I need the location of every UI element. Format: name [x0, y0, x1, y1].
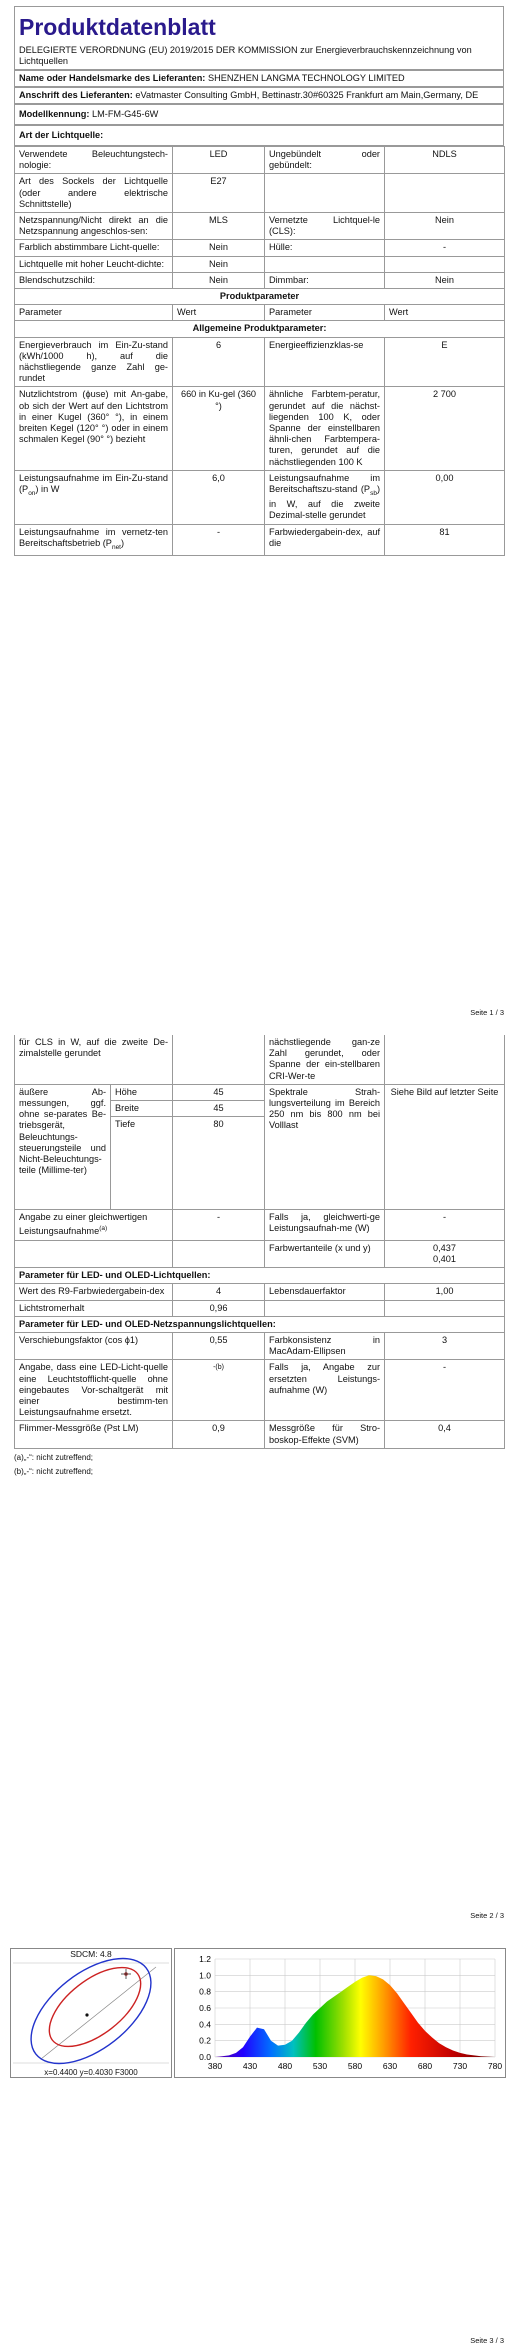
dim-value-depth: 80 — [173, 1117, 265, 1210]
param-label-2-text: ähnliche Farbtem-peratur, gerundet auf die nächst-liegenden 100 K, oder Spanne der einstellbaren ähnli-chen Farbtempera-turen, gerundet auf die nächstliegenden 100 K — [269, 389, 380, 467]
model-row — [14, 104, 504, 125]
spectrum-xtick-label: 630 — [382, 2061, 398, 2071]
r9-row — [15, 1284, 505, 1300]
light-source-value-2: - — [385, 240, 505, 256]
params-table-continued — [14, 1035, 505, 1449]
model-label: Modellkennung: — [19, 109, 90, 119]
sdcm-inner-ellipse — [36, 1952, 154, 2061]
spectrum-chart — [174, 1948, 506, 2078]
regulation-text: DELEGIERTE VERORDNUNG (EU) 2019/2015 DER KOMMISSION zur Energieverbrauchskennzeichnung von Lichtquellen — [14, 43, 504, 70]
replacement-row — [15, 1360, 505, 1421]
param-label-subscript: net — [111, 543, 121, 551]
light-source-value: Nein — [173, 272, 265, 288]
chromaticity-row — [15, 1240, 505, 1267]
light-source-row — [15, 256, 505, 272]
param-label-2-text: Farbwiedergabein-dex, auf die — [269, 526, 380, 548]
dim-name-width: Breite — [111, 1101, 173, 1117]
col-value-2: Wert — [385, 305, 505, 321]
cos-row — [15, 1332, 505, 1359]
param-label-text: Nutzlichtstrom (ϕuse) mit An-gabe, ob sich der Wert auf den Lichtstrom in einer Kugel (360° °), in einem breiten Kegel (120° °) oder in einem schmalen Kegel (90° °) bezieht — [19, 389, 168, 445]
light-source-value-2 — [385, 174, 505, 213]
footnotes — [14, 1451, 504, 1479]
light-source-label: Farblich abstimmbare Licht-quelle: — [15, 240, 173, 256]
col-param-2: Parameter — [265, 305, 385, 321]
life-factor-value: 1,00 — [385, 1284, 505, 1300]
light-source-row — [15, 147, 505, 174]
mains-section-header — [15, 1316, 505, 1332]
dim-value-width: 45 — [173, 1101, 265, 1117]
product-param-row — [15, 524, 505, 555]
equiv-label-2: Falls ja, gleichwerti-ge Leistungsaufnah-me (W) — [265, 1210, 385, 1240]
light-source-label-2 — [265, 174, 385, 213]
param-value-2-text: E — [441, 339, 448, 350]
footnote-b: (b)„-“: nicht zutreffend; — [14, 1466, 93, 1476]
param-value-2-text: 0,00 — [435, 472, 454, 483]
param-value-text: 660 in Ku-gel (360 °) — [180, 389, 257, 411]
product-param-row — [15, 387, 505, 470]
light-source-row — [15, 174, 505, 213]
chromaticity-label: Farbwertanteile (x und y) — [265, 1240, 385, 1267]
spectrum-ytick-label: 1.0 — [199, 1970, 211, 1981]
param-label — [15, 387, 173, 470]
cos-label: Verschiebungsfaktor (cos ϕ1) — [15, 1332, 173, 1359]
spectral-value: Siehe Bild auf letzter Seite — [385, 1084, 505, 1209]
light-source-value: E27 — [173, 174, 265, 213]
param-label-2-text: Leistungsaufnahme im Bereitschaftszu-stand (P — [269, 472, 380, 495]
param-label-suffix: ) in W — [35, 484, 60, 495]
light-source-table — [14, 146, 505, 556]
general-params-title: Allgemeine Produktparameter: — [15, 321, 505, 337]
spectral-label: Spektrale Strah-lungsverteilung im Bereich 250 nm bis 800 nm bei Volllast — [265, 1084, 385, 1209]
macadam-value: 3 — [385, 1332, 505, 1359]
dim-value-height: 45 — [173, 1084, 265, 1100]
r9-label: Wert des R9-Farbwiedergabein-dex — [15, 1284, 173, 1300]
page-title: Produktdatenblatt — [14, 6, 504, 43]
life-factor-label: Lebensdauerfaktor — [265, 1284, 385, 1300]
general-params-header — [15, 321, 505, 337]
param-value-2-text: 81 — [439, 526, 450, 537]
supplier-name: SHENZHEN LANGMA TECHNOLOGY LIMITED — [207, 73, 405, 83]
chromaticity-x: 0,437 — [433, 1242, 457, 1253]
sdcm-center-point — [85, 2013, 88, 2016]
equiv-power-row — [15, 1210, 505, 1240]
param-value-2 — [385, 387, 505, 470]
light-source-label-2: Hülle: — [265, 240, 385, 256]
stroboscopic-label: Messgröße für Stro-boskop-Effekte (SVM) — [265, 1421, 385, 1448]
equiv-value: - — [173, 1210, 265, 1240]
param-label — [15, 524, 173, 555]
spectrum-xtick-label: 780 — [487, 2061, 503, 2071]
param-label-subscript: on — [28, 489, 36, 497]
r9-value: 4 — [173, 1284, 265, 1300]
light-source-value: Nein — [173, 240, 265, 256]
dims-label: äußere Ab-messungen, ggf. ohne se-parates Be-triebsgerät, Beleuchtungs-steuerungsteile und Nicht-Beleuchtungs-teile (Millime-ter) — [15, 1084, 111, 1209]
param-label-2-suffix: ) in W, auf die zweite Dezimal-stelle gerundet — [269, 484, 380, 521]
param-label-2-subscript: sb — [370, 489, 377, 497]
param-value — [173, 524, 265, 555]
col-value: Wert — [173, 305, 265, 321]
led-section-title: Parameter für LED- und OLED-Lichtquellen: — [15, 1268, 505, 1284]
sdcm-plot — [10, 1948, 172, 2078]
param-value-text: 6,0 — [212, 472, 225, 483]
param-label-text: Energieverbrauch im Ein-Zu-stand (kWh/1000 h), auf die nächstliegende ganze Zahl ge-rundet — [19, 339, 168, 384]
light-source-label-2: Dimmbar: — [265, 272, 385, 288]
light-source-row — [15, 240, 505, 256]
flicker-label: Flimmer-Messgröße (Pst LM) — [15, 1421, 173, 1448]
light-source-label: Art des Sockels der Lichtquelle (oder andere elektrische Schnittstelle) — [15, 174, 173, 213]
param-label-2 — [265, 337, 385, 387]
spectrum-svg — [175, 1949, 505, 2077]
chromaticity-values — [385, 1240, 505, 1267]
led-section-header — [15, 1268, 505, 1284]
col-param: Parameter — [15, 305, 173, 321]
spectrum-xtick-label: 430 — [242, 2061, 258, 2071]
supplier-name-label: Name oder Handelsmarke des Lieferanten: — [19, 73, 206, 83]
dims-row-height — [15, 1084, 505, 1100]
light-source-value-2 — [385, 256, 505, 272]
supplier-address-label: Anschrift des Lieferanten: — [19, 90, 133, 100]
replacement-label: Angabe, dass eine LED-Licht-quelle eine Leuchtstofflicht-quelle ohne eingebautes Vor-schaltgerät mit einer bestimm-ten Leistungsaufnahme ersetzt. — [15, 1360, 173, 1421]
spectrum-xtick-label: 680 — [417, 2061, 433, 2071]
mains-section-title: Parameter für LED- und OLED-Netzspannungslichtquellen: — [15, 1316, 505, 1332]
param-value-2 — [385, 337, 505, 387]
light-source-value: MLS — [173, 213, 265, 240]
supplier-address: eVatmaster Consulting GmbH, Bettinastr.30#60325 Frankfurt am Main,Germany, DE — [135, 90, 479, 100]
spectrum-xtick-label: 530 — [312, 2061, 328, 2071]
dim-name-height: Höhe — [111, 1084, 173, 1100]
param-label-2 — [265, 470, 385, 524]
light-source-value-2: Nein — [385, 213, 505, 240]
flicker-value: 0,9 — [173, 1421, 265, 1448]
sdcm-label: SDCM: 4.8 — [70, 1949, 112, 1959]
datasheet-page-1 — [14, 6, 504, 556]
light-source-label-2: Vernetzte Lichtquel-le (CLS): — [265, 213, 385, 240]
spectrum-ytick-label: 0.6 — [199, 2003, 211, 2013]
column-header-row — [15, 305, 505, 321]
param-label-2-text: Energieeffizienzklas-se — [269, 339, 364, 350]
param-label-2 — [265, 524, 385, 555]
param-value — [173, 337, 265, 387]
light-source-row — [15, 213, 505, 240]
product-param-row — [15, 337, 505, 387]
cos-value: 0,55 — [173, 1332, 265, 1359]
light-source-value-2: NDLS — [385, 147, 505, 174]
param-value-2-text: 2 700 — [433, 389, 456, 400]
param-value — [173, 387, 265, 470]
product-param-row — [15, 470, 505, 524]
param-label — [15, 337, 173, 387]
light-type-label: Art der Lichtquelle: — [19, 130, 104, 140]
page-number: Seite 2 / 3 — [470, 1911, 504, 1920]
spectrum-ytick-label: 0.2 — [199, 2035, 211, 2046]
param-label-suffix: ) — [121, 537, 125, 548]
light-source-row — [15, 272, 505, 288]
supplier-address-row — [14, 87, 504, 104]
light-source-label: Lichtquelle mit hoher Leucht-dichte: — [15, 256, 173, 272]
equiv-label: Angabe zu einer gleichwertigen Leistungsaufnahme — [19, 1212, 148, 1237]
light-source-value: LED — [173, 147, 265, 174]
product-params-header — [15, 289, 505, 305]
spectrum-xtick-label: 580 — [347, 2061, 363, 2071]
spectrum-xtick-label: 380 — [207, 2061, 223, 2071]
light-source-label-2: Ungebündelt oder gebündelt: — [265, 147, 385, 174]
macadam-label: Farbkonsistenz in MacAdam-Ellipsen — [265, 1332, 385, 1359]
flicker-row — [15, 1421, 505, 1448]
param-value-2 — [385, 470, 505, 524]
light-source-value-2: Nein — [385, 272, 505, 288]
light-source-label: Verwendete Beleuchtungstech-nologie: — [15, 147, 173, 174]
spectrum-ytick-label: 0.4 — [199, 2019, 211, 2030]
chromaticity-y: 0,401 — [433, 1253, 457, 1264]
param-label-text: Leistungsaufnahme im vernetz-ten Bereitschaftsbetrieb (P — [19, 526, 168, 548]
replacement-value: -(b) — [173, 1360, 265, 1421]
spectrum-xtick-label: 480 — [277, 2061, 293, 2071]
light-source-label: Blendschutzschild: — [15, 272, 173, 288]
light-source-label: Netzspannung/Nicht direkt an die Netzspannung angeschlos-sen: — [15, 213, 173, 240]
param-label — [15, 470, 173, 524]
sdcm-outer-ellipse — [12, 1949, 169, 2077]
param-value-text: - — [216, 526, 221, 537]
stroboscopic-value: 0,4 — [385, 1421, 505, 1448]
equiv-value-2: - — [385, 1210, 505, 1240]
spectrum-ytick-label: 0.0 — [199, 2052, 211, 2062]
param-value-2 — [385, 524, 505, 555]
dim-name-depth: Tiefe — [111, 1117, 173, 1210]
maintenance-value: 0,96 — [173, 1300, 265, 1316]
param-value — [173, 470, 265, 524]
cont-label: für CLS in W, auf die zweite De-zimalstelle gerundet — [15, 1035, 173, 1084]
supplier-name-row — [14, 70, 504, 87]
maintenance-label: Lichtstromerhalt — [15, 1300, 173, 1316]
model-id: LM-FM-G45-6W — [92, 109, 159, 119]
footnote-a: (a)„-“: nicht zutreffend; — [14, 1452, 93, 1462]
param-value-text: 6 — [215, 339, 222, 350]
page-number: Seite 3 / 3 — [470, 2336, 504, 2345]
replacement-value-2: - — [385, 1360, 505, 1421]
product-params-title: Produktparameter — [15, 289, 505, 305]
cri-continued-row — [15, 1035, 505, 1084]
light-source-label-2 — [265, 256, 385, 272]
maintenance-row — [15, 1300, 505, 1316]
cri-continued-label: nächstliegende gan-ze Zahl gerundet, oder Spanne der ein-stellbaren CRI-Wer-te — [265, 1035, 385, 1084]
sdcm-ellipse-drawing — [11, 1949, 171, 2077]
param-label-text: Leistungsaufnahme im Ein-Zu-stand (P — [19, 472, 168, 495]
equiv-label-cell — [15, 1210, 173, 1240]
spectrum-xtick-label: 730 — [452, 2061, 468, 2071]
light-type-row — [14, 125, 504, 146]
light-source-value: Nein — [173, 256, 265, 272]
replacement-label-2: Falls ja, Angabe zur ersetzten Leistungs-aufnahme (W) — [265, 1360, 385, 1421]
param-label-2 — [265, 387, 385, 470]
sdcm-caption: x=0.4400 y=0.4030 F3000 — [44, 2068, 138, 2077]
page-number: Seite 1 / 3 — [470, 1008, 504, 1017]
spectrum-ytick-label: 1.2 — [199, 1954, 211, 1964]
spectrum-ytick-label: 0.8 — [199, 1986, 211, 1997]
equiv-footnote-ref: (a) — [99, 1225, 108, 1233]
spectrum-area — [215, 1975, 495, 2057]
